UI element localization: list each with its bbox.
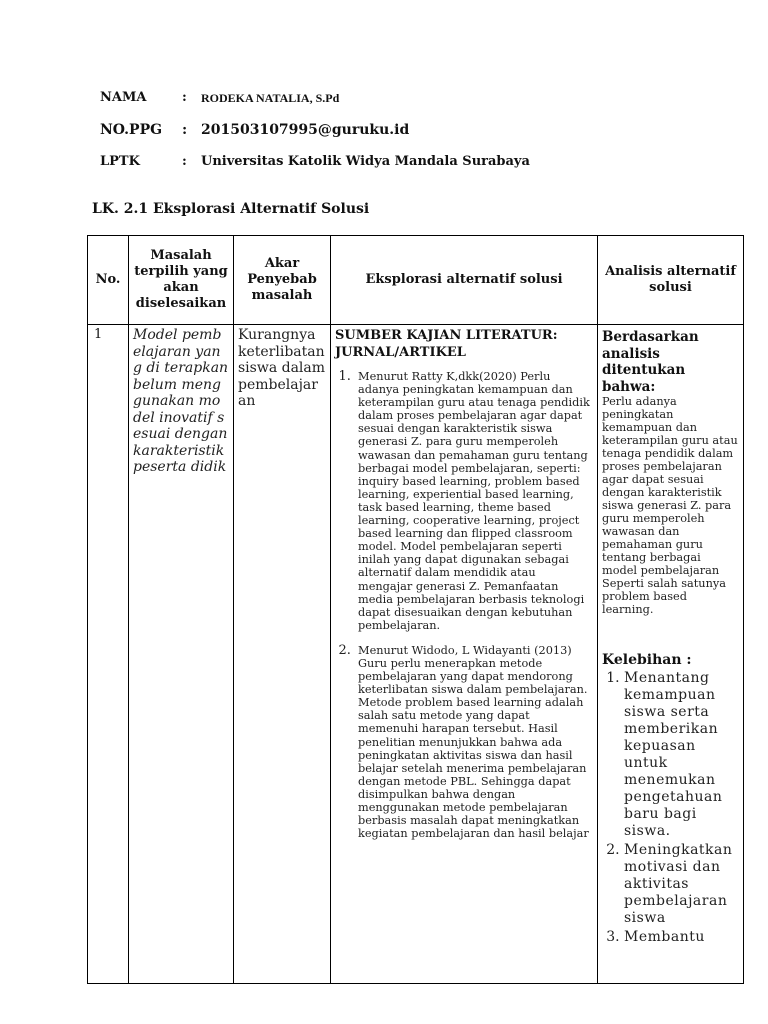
col-header-analisis: Analisis alternatif solusi — [598, 236, 744, 325]
solution-table — [87, 235, 744, 984]
list-item: 2. Menurut Widodo, L Widayanti (2013) Guru perlu menerapkan metode pembelajaran yang dapat mendorong keterlibatan siswa dalam pembelajaran. Metode problem based learning adalah salah satu metode yang dapat memenuhi harapan tersebut. Hasil penelitian menunjukkan bahwa ada peningkatan aktivitas siswa dan hasil belajar setelah menerima pembelajaran dengan metode PBL. Sehingga dapat disimpulkan bahwa dengan menggunakan metode pembelajaran berbasis masalah dapat meningkatkan kegiatan pembelajaran dan hasil belajar — [355, 644, 593, 840]
cell-no: 1 — [88, 325, 129, 984]
header-label: LPTK — [100, 154, 140, 169]
table-row — [88, 325, 744, 984]
header-value: Universitas Katolik Widya Mandala Surabaya — [201, 154, 530, 169]
col-header-eksplorasi: Eksplorasi alternatif solusi — [331, 236, 598, 325]
analysis-heading: Berdasarkan analisis ditentukan bahwa: — [602, 329, 699, 395]
header-sep: : — [182, 122, 188, 138]
list-item: 1. Menantang kemampuan siswa serta memberikan kepuasan untuk menemukan pengetahuan baru bagi siswa. — [624, 670, 739, 840]
kelebihan-label: Kelebihan : — [602, 652, 692, 668]
header-value: 201503107995@guruku.id — [201, 122, 410, 138]
section-title: LK. 2.1 Eksplorasi Alternatif Solusi — [92, 201, 370, 217]
list-item: 3. Membantu — [624, 929, 739, 946]
header-label: NAMA — [100, 90, 147, 105]
col-header-akar: Akar Penyebab masalah — [234, 236, 331, 325]
list-item: 2. Meningkatkan motivasi dan aktivitas pembelajaran siswa — [624, 842, 739, 927]
kelebihan-list — [602, 670, 739, 946]
list-item: 1. Menurut Ratty K,dkk(2020) Perlu adanya peningkatan kemampuan dan keterampilan guru atau tenaga pendidik dalam proses pembelajaran agar dapat sesuai dengan karakteristik siswa generasi Z. para guru memperoleh wawasan dan pemahaman guru tentang berbagai model pembelajaran, seperti: inquiry based learning, problem based learning, experiential based learning, task based learning, theme based learning, cooperative learning, project based learning dan flipped classroom model. Model pembelajaran seperti inilah yang dapat digunakan sebagai alternatif dalam mendidik atau mengajar generasi Z. Pemanfaatan media pembelajaran berbasis teknologi dapat disesuaikan dengan kebutuhan pembelajaran. — [355, 370, 593, 632]
cell-analisis — [598, 325, 744, 984]
header-label: NO.PPG — [100, 122, 163, 138]
literature-list — [335, 370, 593, 840]
cell-eksplorasi — [331, 325, 598, 984]
cell-masalah: Model pembelajaran yang di terapkan belum menggunakan model inovatif sesuai dengan karakteristik peserta didik — [129, 325, 234, 984]
table-header-row — [88, 236, 744, 325]
col-header-no: No. — [88, 236, 129, 325]
header-sep: : — [182, 90, 187, 105]
header-sep: : — [182, 154, 187, 169]
col-header-masalah: Masalah terpilih yang akan diselesaikan — [129, 236, 234, 325]
literature-title: SUMBER KAJIAN LITERATUR: JURNAL/ARTIKEL — [335, 328, 558, 360]
cell-akar: Kurangnya keterlibatan siswa dalam pembelajaran — [234, 325, 331, 984]
header-value: RODEKA NATALIA, S.Pd — [201, 91, 340, 105]
analysis-text: Perlu adanya peningkatan kemampuan dan keterampilan guru atau tenaga pendidik dalam proses pembelajaran agar dapat sesuai dengan karakteristik siswa generasi Z. para guru memperoleh wawasan dan pemahaman guru tentang berbagai model pembelajaran Seperti salah satunya problem based learning. — [602, 395, 738, 616]
